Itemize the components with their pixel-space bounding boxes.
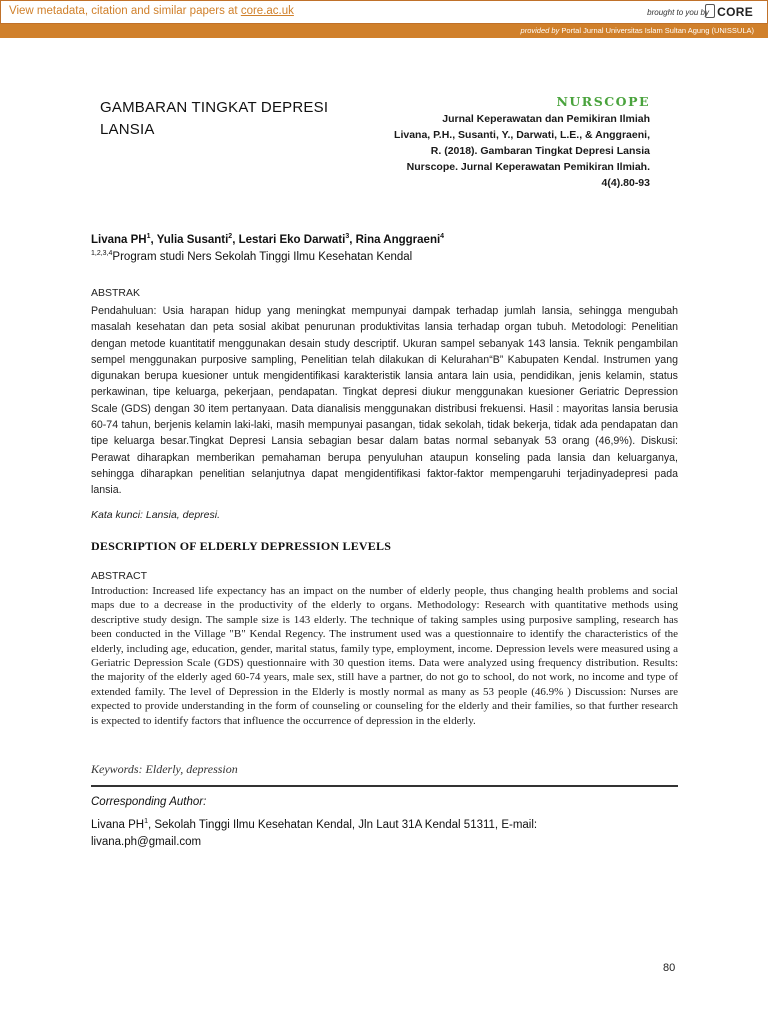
body-line: masalah kesehatan dan peta sosial akibat penurunan produktivitas lansia terhadap organ tubuh. Metodologi: — [91, 321, 627, 334]
kata-kunci: Kata kunci: Lansia, depresi. — [91, 509, 220, 521]
brought-to-you-text: brought to you by — [647, 8, 709, 17]
body-line: to provide understanding in the form of counseling or counseling for the elderly and their families, so that further — [133, 700, 639, 713]
abstract-label: ABSTRACT — [91, 570, 148, 582]
body-line: pemahaman berupa penyuluhan ataupun konseling pada lansia dan keluarganya, sehingga diharapkan penelitian — [91, 451, 678, 480]
body-line: methods using descriptive study design. The sample size is 143 elderly. The technique of taking samples using — [91, 599, 678, 626]
body-line: purposive sampling, research has been conducted in the Village "B" Kendal Regency. The instrument used was a — [91, 613, 679, 641]
body-line: distribusi frekuensi. Hasil : mayoritas lansia berusia 60-74 tahun, berjenis kelamin laki-laki, masih mempunyai — [91, 402, 678, 432]
corresponding-author-address: , Sekolah Tinggi Ilmu Kesehatan Kendal, Jln Laut 31A Kendal 51311, E-mail: — [147, 818, 538, 831]
author-sup: 3 — [345, 233, 350, 240]
affiliation-text: Program studi Ners Sekolah Tinggi Ilmu Kesehatan Kendal — [112, 250, 413, 263]
author-name: Rina Anggraeni — [355, 233, 441, 246]
journal-citation-block — [360, 94, 650, 191]
author-name: Yulia Susanti — [156, 233, 229, 246]
author-sup: 1 — [146, 233, 151, 240]
journal-brand: NURSCOPE — [556, 94, 650, 109]
affiliation-sup: 1,2,3,4 — [91, 250, 113, 257]
author-sup: 4 — [440, 233, 445, 240]
journal-line: Nurscope. Jurnal Keperawatan Pemikiran Ilmiah. — [406, 161, 650, 173]
author-name: Livana PH — [91, 233, 147, 246]
corresponding-author-sup: 1 — [144, 818, 148, 825]
provided-by-text[interactable]: provided by Portal Jurnal Universitas Islam Sultan Agung (UNISSULA) — [520, 26, 754, 35]
core-logo[interactable]: CORE — [705, 4, 753, 19]
body-line: level of Depression in the Elderly is mostly normal as many as 53 people (46.9% ) Discussion: Nurses are expected — [91, 685, 678, 713]
corresponding-author-email: livana.ph@gmail.com — [91, 835, 202, 848]
body-line: Penelitian dengan metode kuantitatif menggunakan desain study descriptif. Ukuran sampel sebanyak 143 lansia. — [91, 321, 678, 350]
body-line: and social maps due to a decrease in the productivity of the elderly to organs. Methodology: Research with quantitative — [91, 585, 679, 612]
core-metadata-text: View metadata, citation and similar papers at core.ac.uk — [9, 5, 294, 17]
body-line: employment, income. Depression levels were measured using a Geriatric Depression Scale (GDS) questionnaire with — [91, 642, 678, 670]
page-number: 80 — [663, 962, 676, 974]
body-line: questionnaire to identify the characteristics of the elderly, including age, education, gender, marital status, family type, — [91, 628, 679, 655]
english-title: DESCRIPTION OF ELDERLY DEPRESSION LEVELS — [91, 539, 392, 553]
abstrak-body — [91, 303, 678, 499]
core-banner — [0, 0, 768, 24]
paper-title-line: GAMBARAN TINGKAT DEPRESI — [100, 99, 329, 116]
body-line: lain usia, pendidikan, jenis kelamin, status perkawinan, tipe keluarga, pekerjaan, pendapatan. Tingkat depresi diukur — [91, 370, 678, 399]
body-line: research is expected to identify factors that influence the occurrence of depression in the elderly. — [91, 700, 679, 727]
corresponding-author-details — [91, 813, 678, 851]
body-line: years, male sex, still have a partner, do not go to school, do not work, no income and type of extended family. The — [91, 671, 679, 698]
body-line: menggunakan kuesioner Geriatric Depression Scale (GDS) dengan 30 item pertanyaan. Data dianalisis menggunakan — [91, 386, 678, 415]
paper-title — [100, 97, 328, 141]
journal-line: Jurnal Keperawatan dan Pemikiran Ilmiah — [442, 113, 650, 125]
journal-line: Livana, P.H., Susanti, Y., Darwati, L.E., & Anggraeni, — [394, 129, 650, 141]
corresponding-author-name: Livana PH — [91, 818, 145, 831]
divider-rule — [91, 785, 678, 787]
abstract-body — [91, 584, 678, 728]
body-line: sebagian besar dalam batas normal sebanyak 53 orang (46,9%). Diskusi: Perawat diharapkan memberikan — [91, 435, 678, 464]
body-line: Introduction: Increased life expectancy has an impact on the number of elderly people, thus changing health problems — [91, 585, 629, 597]
author-name: Lestari Eko Darwati — [238, 233, 346, 246]
corresponding-author-label: Corresponding Author: — [91, 796, 207, 808]
paper-title-line: LANSIA — [100, 121, 155, 138]
affiliation — [91, 250, 412, 263]
body-line: Teknik pengambilan sempel menggunakan purposive sampling, Penelitian telah dilakukan di Kelurahan“B” — [91, 337, 678, 366]
body-line: 30 question items. Data were analyzed using frequency distribution. Results: the majority of the elderly aged 60-74 — [91, 657, 679, 684]
body-line: Kabupaten Kendal. Instrumen yang digunakan berupa kuesioner untuk mengidentifikasi karakteristik lansia antara — [91, 353, 678, 383]
abstrak-label: ABSTRAK — [91, 287, 141, 299]
journal-line: R. (2018). Gambaran Tingkat Depresi Lansia — [430, 145, 650, 157]
keywords: Keywords: Elderly, depression — [91, 762, 238, 776]
core-link[interactable]: core.ac.uk — [240, 5, 294, 17]
journal-line: 4(4).80-93 — [601, 177, 650, 189]
body-line: pasangan, tidak sekolah, tidak bekerja, tidak ada pendapatan dan tipe keluarga besar.Tingkat Depresi Lansia — [91, 419, 678, 448]
core-provided-bar — [0, 24, 768, 38]
body-line: selanjutnya dapat mengidentifikasi faktor-faktor mempengaruhi terjadinyadepresi pada lansia. — [91, 467, 678, 497]
core-logo-icon — [705, 4, 715, 18]
author-list: Livana $PH^1$, Yulia Susanti$^2$, Lestari Eko Darwati$^3$, Rina Anggraeni$^4$ — [91, 233, 445, 246]
body-line: Pendahuluan: Usia harapan hidup yang meningkat mempunyai dampak terhadap jumlah lansia, sehingga mengubah — [91, 305, 678, 317]
author-sup: 2 — [228, 233, 233, 240]
